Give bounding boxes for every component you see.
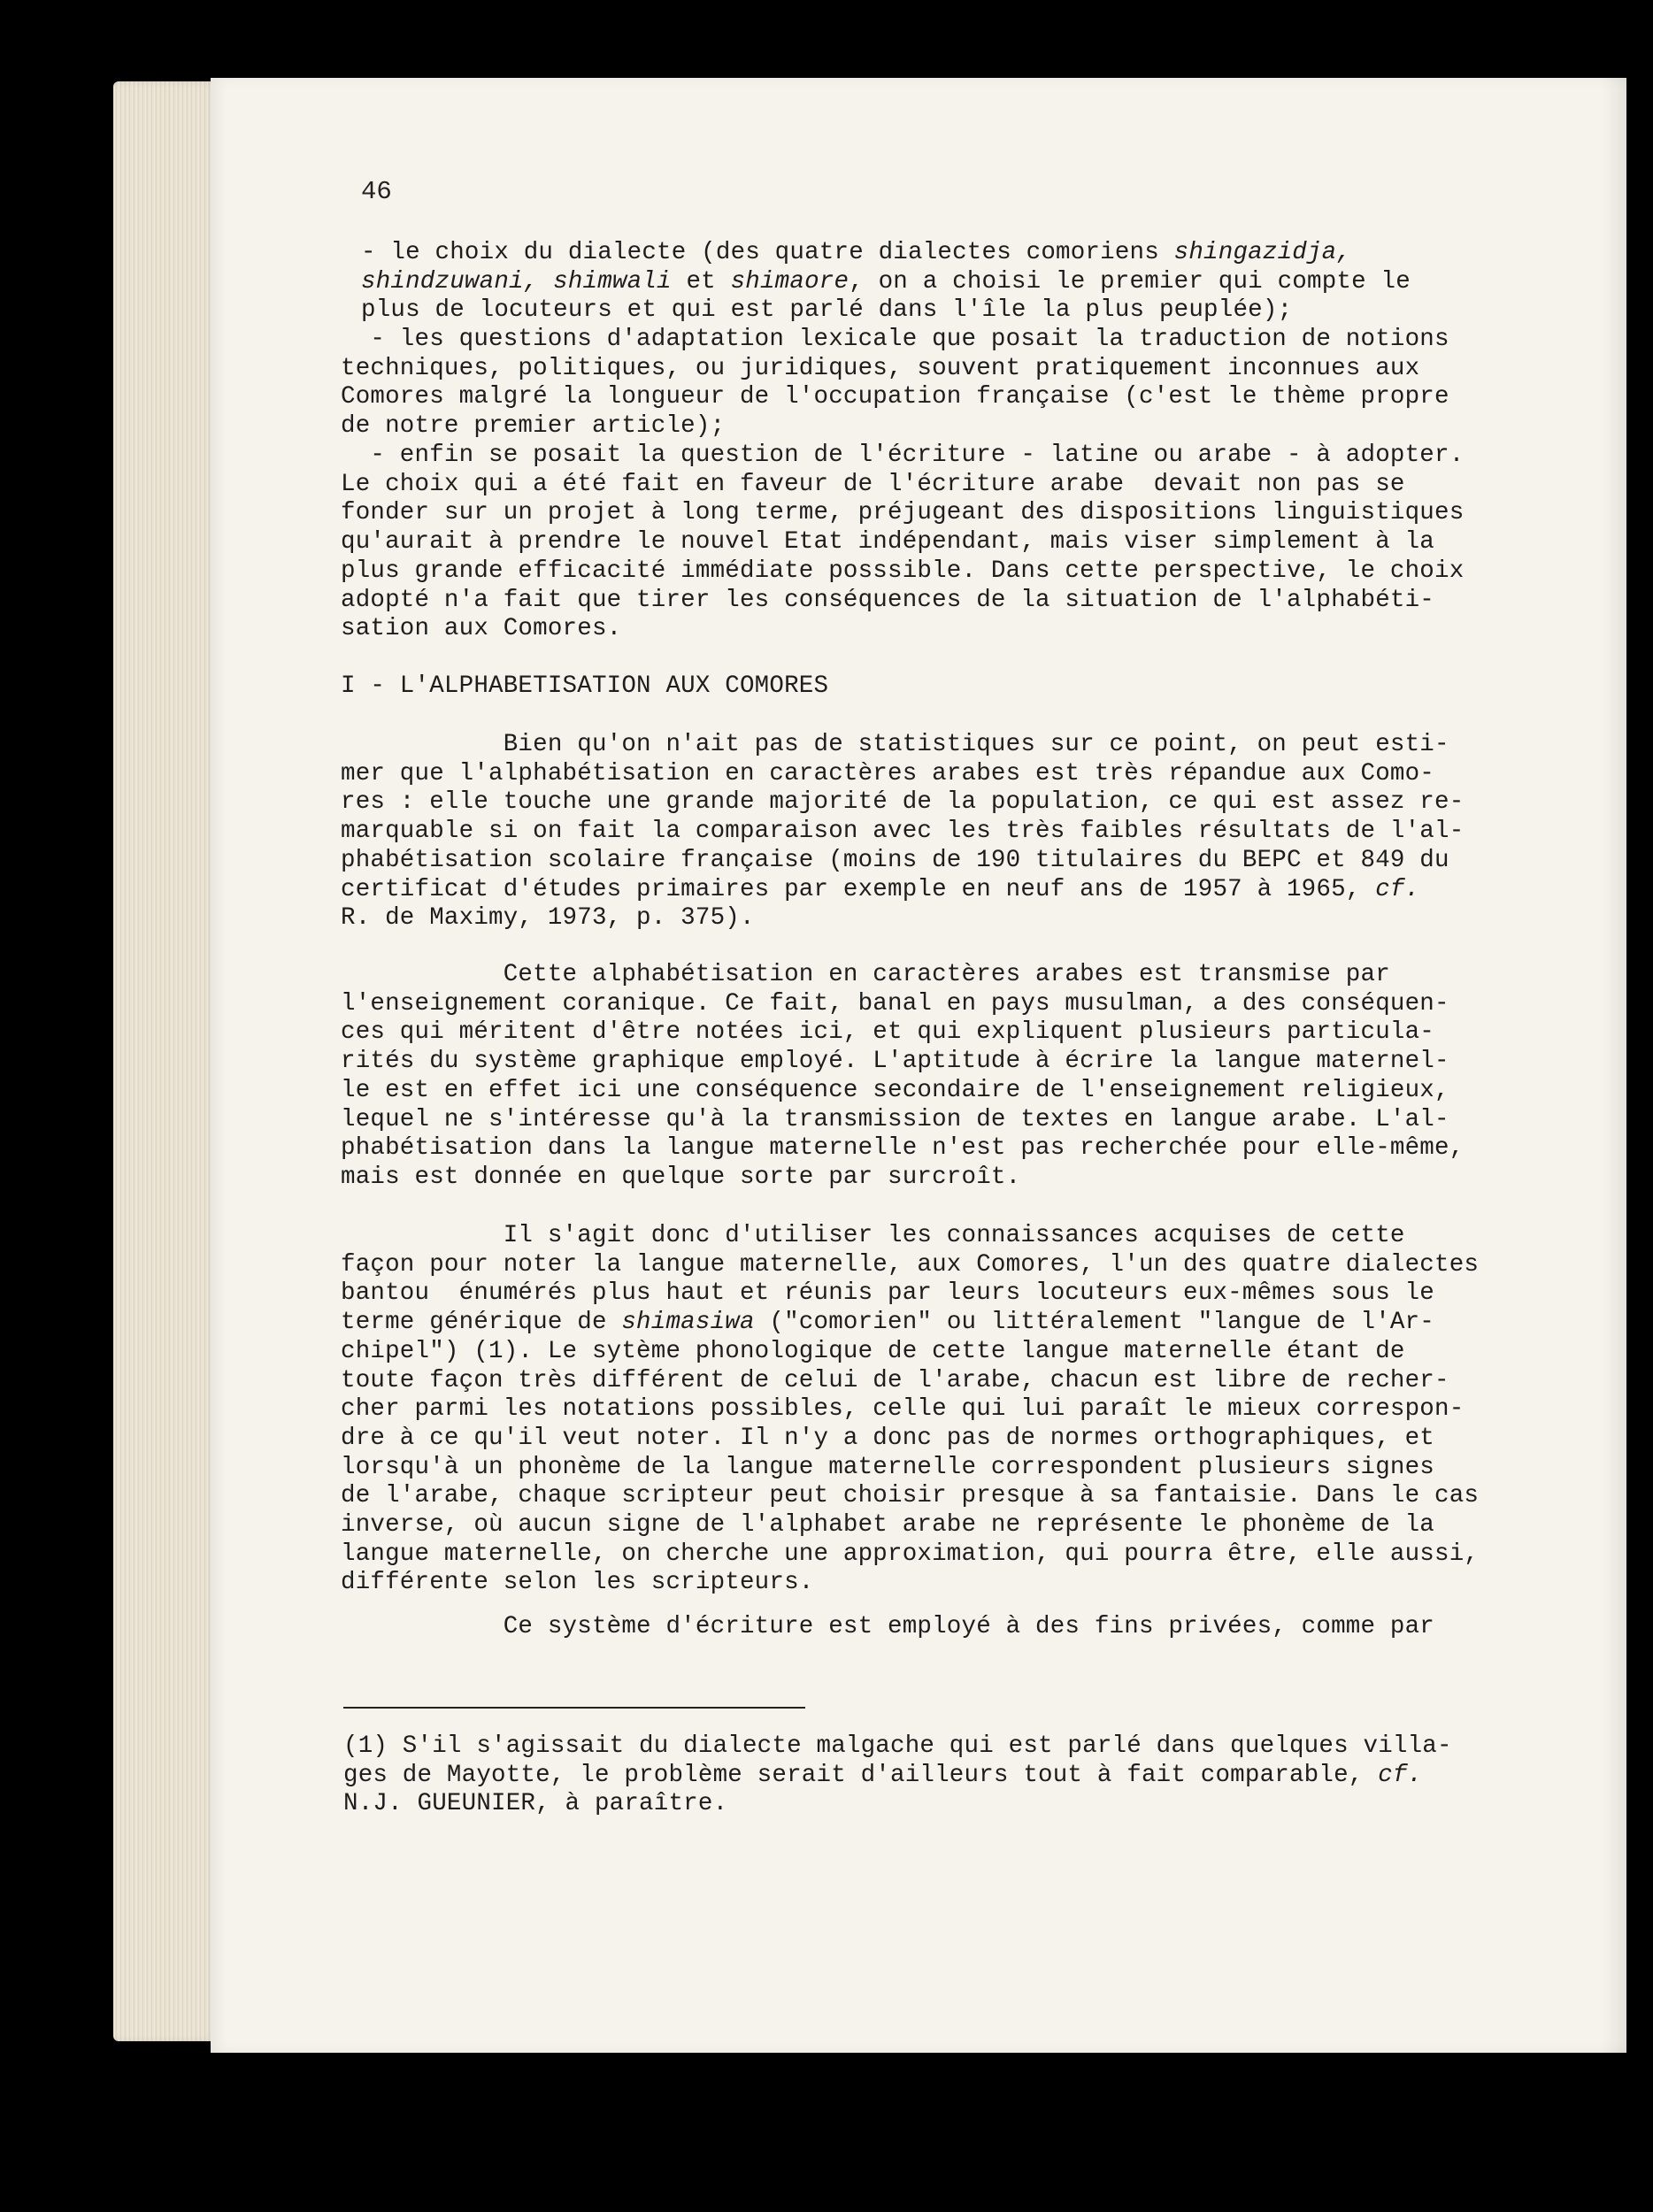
paragraph-lexical-adaptation: - les questions d'adaptation lexicale que posait la traduction de notions techniques, politiques, ou juridiques, souvent pratiquement inconnues aux Comores malgré la longueur de l'occupation française (c'est le thème propre de notre premier article); — [341, 326, 1449, 441]
section-heading: I - L'ALPHABETISATION AUX COMORES — [341, 672, 829, 700]
page-edges — [113, 81, 218, 2041]
paragraph-koranic-teaching: Cette alphabétisation en caractères arabes est transmise par l'enseignement coranique. Ce fait, banal en pays musulman, a des conséquen- ces qui méritent d'être notées ici, et qui expliquent plusieurs particula- rités du système graphique employé. L'aptitude à écrire la langue maternel- le est en effet ici une conséquence secondaire de l'enseignement religieux, lequel ne s'intéresse qu'à la transmission de textes en langue arabe. L'al- phabétisation dans la langue maternelle n'est pas recherchée pour elle-même, mais est donnée en quelque sorte par surcroît. — [341, 961, 1465, 1191]
paragraph-dialect-choice: - le choix du dialecte (des quatre dialectes comoriens shingazidja, shindzuwani, shimwali et shimaore, on a choisi le premier qui compte le plus de locuteurs et qui est parlé dans l'île la plus peuplée); — [361, 239, 1411, 325]
page-fold-shadow — [1602, 78, 1626, 2053]
page-number: 46 — [361, 177, 392, 206]
paragraph-writing-choice: - enfin se posait la question de l'écriture - latine ou arabe - à adopter. Le choix qui a été fait en faveur de l'écriture arabe devait non pas se fonder sur un projet à long terme, préjugeant des dispositions linguistiques qu'aurait à prendre le nouvel Etat indépendant, mais viser simplement à la plus grande efficacité immédiate posssible. Dans cette perspective, le choix adopté n'a fait que tirer les conséquences de la situation de l'alphabéti- sation aux Comores. — [341, 442, 1465, 643]
paragraph-private-use: Ce système d'écriture est employé à des fins privées, comme par — [341, 1613, 1434, 1640]
footnote-divider — [343, 1707, 805, 1709]
footnote: (1) S'il s'agissait du dialecte malgache qui est parlé dans quelques villa- ges de Mayotte, le problème serait d'ailleurs tout à fait comparable, cf. N.J. GUEUNIER, à paraître. — [343, 1732, 1452, 1818]
paragraph-literacy-statistics: Bien qu'on n'ait pas de statistiques sur ce point, on peut esti- mer que l'alphabétisation en caractères arabes est très répandue aux Como- res : elle touche une grande majorité de la population, ce qui est assez re- marquable si on fait la comparaison avec les très faibles résultats de l'al- phabétisation scolaire française (moins de 190 titulaires du BEPC et 849 du certificat d'études primaires par exemple en neuf ans de 1957 à 1965, cf. R. de Maximy, 1973, p. 375). — [341, 731, 1465, 933]
paragraph-phonological-system: Il s'agit donc d'utiliser les connaissances acquises de cette façon pour noter la langue maternelle, aux Comores, l'un des quatre dialectes bantou énumérés plus haut et réunis par leurs locuteurs eux-mêmes sous le terme générique de shimasiwa ("comorien" ou littéralement "langue de l'Ar- chipel") (1). Le sytème phonologique de cette langue maternelle étant de toute façon très différent de celui de l'arabe, chacun est libre de recher- cher parmi les notations possibles, celle qui lui paraît le mieux correspon- dre à ce qu'il veut noter. Il n'y a donc pas de normes orthographiques, et lorsqu'à un phonème de la langue maternelle correspondent plusieurs signes de l'arabe, chaque scripteur peut choisir presque à sa fantaisie. Dans le cas inverse, où aucun signe de l'alphabet arabe ne représente le phonème de la langue maternelle, on cherche une approximation, qui pourra être, elle aussi, différente selon les scripteurs. — [341, 1222, 1480, 1597]
